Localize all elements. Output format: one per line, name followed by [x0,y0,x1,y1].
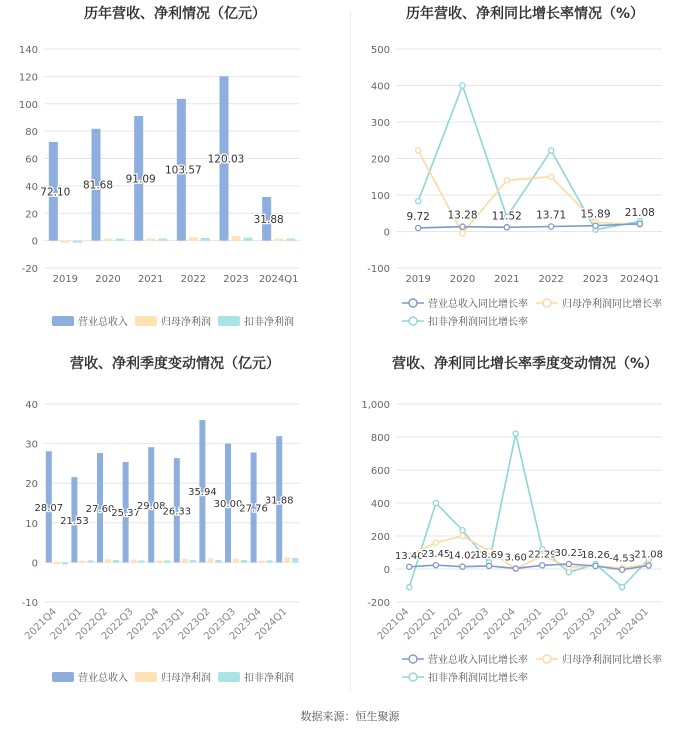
bar-data-label: 30.00 [213,499,243,510]
y-tick-label: 400 [370,499,390,510]
x-tick-label: 2020 [449,274,476,285]
bar-deducted-profit [62,562,68,564]
bar-net-profit [189,237,198,240]
bar-data-label: 91.09 [125,173,156,186]
y-tick-label: -20 [21,264,38,275]
bar-net-profit [233,559,239,563]
annual-growth-rate-chart [350,0,700,350]
legend-swatch [52,672,74,682]
series-point [646,563,651,568]
x-tick-label: 2023Q4 [227,606,264,643]
bar-deducted-profit [113,560,119,562]
y-tick-label: 0 [383,227,390,239]
x-tick-label: 2023Q1 [508,606,545,643]
series-point [593,563,598,568]
bar-net-profit [146,239,155,241]
series-point [549,148,554,153]
bar-net-profit [105,559,111,562]
x-tick-label: 2021 [494,274,520,285]
bar-data-label: 31.88 [253,213,284,226]
chart-svg [0,0,350,350]
x-tick-label: 2021 [137,274,164,285]
line-data-label: 15.89 [580,208,611,221]
bar-deducted-profit [241,560,247,562]
chart-svg [350,350,700,700]
series-point [460,231,465,236]
legend-swatch [135,316,157,326]
line-data-label: 22.29 [527,549,557,561]
bar-net-profit [61,241,70,243]
legend-label: 营业总收入 [78,317,128,328]
x-tick-label: 2022 [180,274,207,285]
x-tick-label: 2023Q3 [202,606,239,643]
y-tick-label: 20 [25,479,38,491]
line-data-label: 13.40 [394,550,424,562]
x-tick-label: 2022 [538,274,564,285]
bar-deducted-profit [292,558,298,562]
series-point [513,431,518,436]
bar-deducted-profit [87,560,93,562]
legend-label: 营业总收入同比增长率 [428,299,528,310]
legend-marker [543,655,551,663]
series-point [407,564,412,569]
series-point [416,199,421,204]
y-tick-label: 0 [383,565,390,576]
x-tick-label: 2019 [52,274,79,285]
chart-title: 营收、净利季度变动情况（亿元） [70,356,280,372]
series-point [566,561,571,566]
x-tick-label: 2024Q1 [253,606,290,643]
bar-net-profit [104,239,113,241]
bar-deducted-profit [158,239,167,241]
y-tick-label: 300 [370,118,390,129]
y-tick-label: 140 [18,45,38,56]
series-point [637,221,642,226]
x-tick-label: 2023Q2 [535,606,572,643]
bar-deducted-profit [190,560,196,562]
series-point [416,148,421,153]
x-tick-label: 2023Q1 [151,606,187,643]
x-tick-label: 2023Q4 [588,606,625,643]
chart-svg [350,0,700,350]
y-tick-label: -10 [21,598,38,609]
y-tick-label: 80 [25,127,38,139]
x-tick-label: 2019 [405,274,431,285]
legend-marker [409,655,417,663]
line-data-label: 9.72 [406,210,430,223]
bar-deducted-profit [286,239,295,241]
bar-net-profit [131,560,137,563]
series-point [433,540,438,545]
line-data-label: 13.71 [536,209,567,222]
y-tick-label: 400 [370,81,390,93]
y-tick-label: 20 [25,209,38,221]
bar-deducted-profit [267,560,273,562]
y-tick-label: 10 [25,518,38,530]
y-tick-label: 100 [18,99,38,111]
legend-label: 归母净利润同比增长率 [562,299,662,310]
x-tick-label: 2022Q1 [48,606,85,643]
series-point [433,500,438,505]
legend-label: 归母净利润 [161,673,211,684]
series-point [549,224,554,229]
bar-deducted-profit [116,239,125,241]
y-tick-label: 30 [25,439,38,451]
bar-data-label: 25.37 [111,508,140,520]
x-tick-label: 2023 [223,274,249,285]
y-tick-label: 40 [25,181,38,193]
x-tick-label: 2024Q1 [614,606,651,643]
x-tick-label: 2022Q3 [455,606,492,643]
y-tick-label: 40 [25,400,38,411]
legend-label: 归母净利润同比增长率 [562,655,662,666]
series-point [460,564,465,569]
y-tick-label: -200 [367,598,390,609]
legend-label: 归母净利润 [161,317,211,328]
legend-label: 营业总收入同比增长率 [428,655,528,666]
series-point [460,224,465,229]
series-point [593,223,598,228]
line-data-label: 13.28 [447,209,478,222]
series-point [460,528,465,533]
bar-net-profit [79,560,85,562]
bar-data-label: 35.94 [188,487,217,499]
chart-title: 营收、净利同比增长率季度变动情况（%） [391,356,659,372]
line-data-label: 11.52 [491,210,522,223]
series-point [504,225,509,230]
bar-net-profit [259,560,265,562]
x-tick-label: 2022Q4 [125,606,162,643]
y-tick-label: 600 [370,466,390,477]
legend-label: 营业总收入 [78,673,128,684]
x-tick-label: 2020 [95,274,121,285]
bar-data-label: 29.08 [136,500,166,512]
legend-marker [409,299,417,307]
x-tick-label: 2023Q2 [176,606,213,643]
bar-net-profit [182,559,188,563]
series-point [416,225,421,230]
legend-swatch [218,672,240,682]
x-tick-label: 2021Q4 [375,606,412,643]
y-tick-label: 100 [370,191,390,202]
x-tick-label: 2022Q3 [99,606,136,643]
series-point [487,563,492,568]
series-point [540,563,545,568]
line-data-label: 30.23 [554,548,584,560]
x-tick-label: 2022Q2 [428,606,465,643]
line-data-label: 21.08 [634,549,664,561]
x-tick-label: 2022Q4 [481,606,518,643]
quarterly-growth-rate-chart [350,350,700,700]
series-point [620,585,625,590]
series-point [433,563,438,568]
bar-data-label: 26.33 [162,506,192,518]
bar-data-label: 31.88 [264,495,294,507]
series-point [460,83,465,88]
bar-net-profit [54,562,60,564]
line-data-label: 3.60 [504,552,527,564]
bar-net-profit [207,558,213,562]
bar-data-label: 103.57 [164,164,202,177]
legend-label: 扣非净利润 [244,673,294,684]
legend-label: 扣非净利润 [244,317,294,328]
y-tick-label: 200 [370,154,390,166]
legend-marker [409,317,417,325]
legend-marker [543,299,551,307]
x-tick-label: 2022Q1 [402,606,439,643]
bar-data-label: 120.03 [207,153,245,166]
bar-deducted-profit [201,238,210,241]
y-tick-label: 0 [31,558,38,570]
bar-net-profit [232,236,241,241]
series-point [460,533,465,538]
series-point [407,585,412,590]
chart-title: 历年营收、净利情况（亿元） [84,6,266,22]
bar-deducted-profit [164,560,170,562]
y-tick-label: 500 [370,45,390,56]
series-point [504,178,509,183]
y-tick-label: 120 [18,72,38,84]
bar-data-label: 21.53 [60,515,89,527]
x-tick-label: 2023Q3 [561,606,598,643]
legend-label: 扣非净利润同比增长率 [428,673,528,684]
annual-revenue-profit-chart [0,0,350,350]
bar-data-label: 81.68 [82,179,114,192]
legend-label: 扣非净利润同比增长率 [428,317,528,328]
legend-swatch [218,316,240,326]
line-data-label: -4.53 [609,553,636,565]
bar-data-label: 27.76 [239,503,268,515]
quarterly-revenue-profit-chart [0,350,350,700]
bar-net-profit [156,560,162,562]
legend-swatch [135,672,157,682]
y-tick-label: 60 [25,154,38,166]
line-data-label: 21.08 [624,206,655,219]
bar-net-profit [284,557,290,562]
bar-data-label: 28.07 [34,502,64,514]
series-point [620,567,625,572]
x-tick-label: 2021Q4 [23,606,59,643]
x-tick-label: 2024Q1 [258,274,299,285]
y-tick-label: 0 [31,236,38,248]
line-data-label: 14.02 [448,550,477,562]
y-tick-label: -100 [367,264,390,275]
bar-deducted-profit [139,560,145,562]
bar-deducted-profit [73,241,82,243]
bar-deducted-profit [215,560,221,562]
series-point [549,174,554,179]
bar-data-label: 27.60 [85,503,115,515]
x-tick-label: 2023 [582,274,609,285]
line-data-label: 23.45 [421,549,451,561]
y-tick-label: 800 [370,433,390,444]
line-data-label: 18.26 [581,549,610,561]
bar-net-profit [274,239,283,241]
bar-deducted-profit [244,238,253,241]
line-data-label: 18.69 [474,549,504,561]
series-point [513,566,518,571]
data-source-note: 数据来源：恒生聚源 [300,710,400,723]
legend-marker [409,673,417,681]
chart-svg [0,350,350,700]
chart-title: 历年营收、净利同比增长率情况（%） [405,6,645,22]
x-tick-label: 2024Q1 [619,274,660,285]
y-tick-label: 1,000 [361,400,390,411]
x-tick-label: 2022Q2 [74,606,111,643]
y-tick-label: 200 [370,532,390,543]
legend-swatch [52,316,74,326]
bar-data-label: 72.10 [40,186,71,199]
